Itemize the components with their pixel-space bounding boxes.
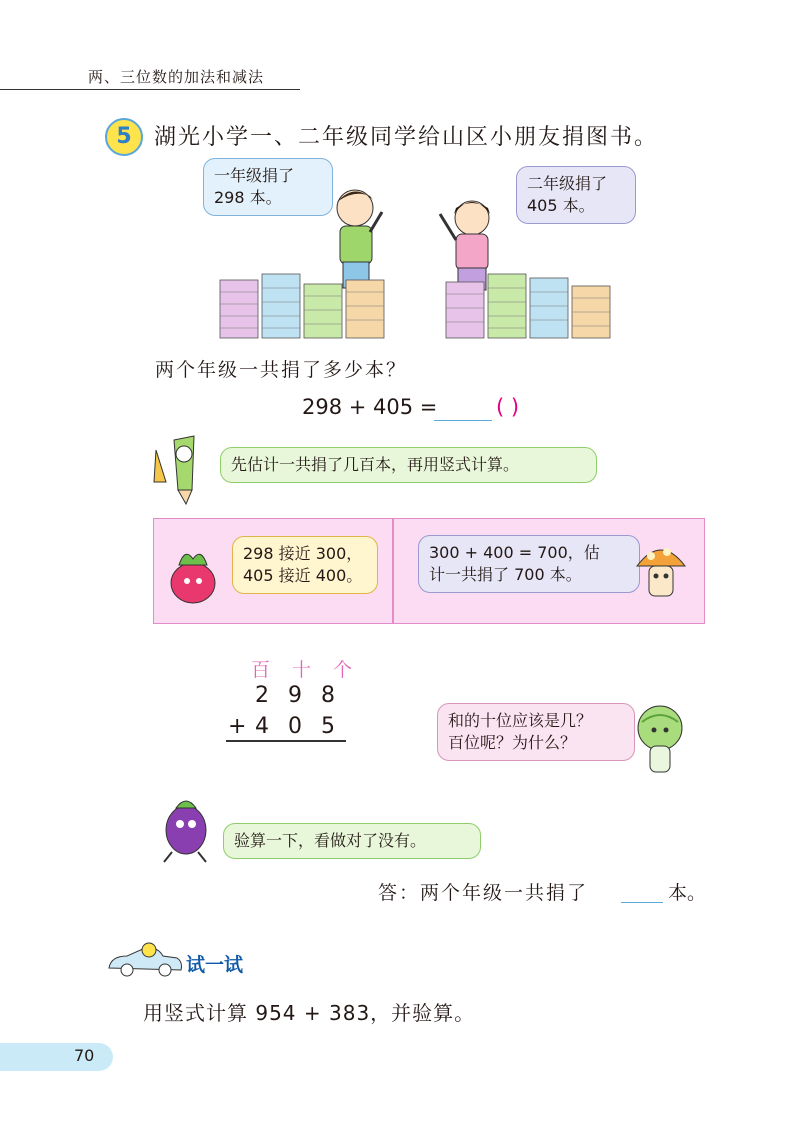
plus-sign: + [228,714,247,739]
example-number-badge: 5 [105,118,143,156]
check-bubble: 验算一下，看做对了没有。 [223,823,481,859]
book-stack [220,274,610,338]
page-number-tab [0,1043,113,1071]
equation-text: 298 + 405 = [302,395,438,419]
girl-figure [440,201,490,290]
unit-parentheses[interactable]: ( ) [496,395,520,419]
grade2-bubble-line2: 405 本。 [527,196,595,215]
addend1-hundreds: 2 [255,683,269,708]
book-donation-illustration [210,170,620,345]
tens-question-line2: 百位呢？为什么？ [448,733,577,752]
answer-fill-blank[interactable] [621,902,663,903]
chapter-title: 两、三位数的加法和减法 [88,68,265,86]
estimate1-line1: 298 接近 300， [243,544,363,563]
addend1-tens: 9 [288,683,302,708]
tens-question-bubble [437,703,635,761]
calculation-line [226,740,346,742]
place-value-labels: 百十个 [251,659,375,681]
header-rule [0,89,300,90]
cabbage-character [628,702,692,778]
grade2-bubble-line1: 二年级捐了 [527,174,608,193]
mushroom-character [633,538,689,610]
question-text: 两个年级一共捐了多少本？ [155,359,408,381]
try-it-label: 试一试 [186,954,244,976]
try-it-task: 用竖式计算 954 + 383，并验算。 [143,1001,476,1025]
grade1-bubble-line1: 一年级捐了 [214,166,295,185]
example-title: 湖光小学一、二年级同学给山区小朋友捐图书。 [154,125,659,150]
estimate1-bubble [232,536,378,594]
pencil-character [152,430,212,510]
estimate2-line2: 计一共捐了 700 本。 [429,565,582,584]
estimate2-line1: 300 + 400 = 700，估 [429,543,600,562]
answer-suffix: 本。 [668,882,707,904]
tens-question-line1: 和的十位应该是几？ [448,711,593,730]
radish-character [163,545,223,609]
boy-figure [337,190,382,288]
page-number: 70 [74,1046,95,1065]
addend2-ones: 5 [321,714,335,739]
estimate-hint-bubble: 先估计一共捐了几百本，再用竖式计算。 [220,447,597,483]
addend2-hundreds: 4 [255,714,269,739]
estimate2-bubble [418,535,640,593]
estimate1-line2: 405 接近 400。 [243,566,363,585]
addend1-ones: 8 [321,683,335,708]
eggplant-character [152,790,218,866]
estimation-box-divider [392,518,394,624]
answer-prefix: 答：两个年级一共捐了 [378,882,589,904]
answer-blank[interactable] [434,420,492,421]
addend2-tens: 0 [288,714,302,739]
grade1-bubble-line2: 298 本。 [214,188,282,207]
car-character [105,940,185,980]
